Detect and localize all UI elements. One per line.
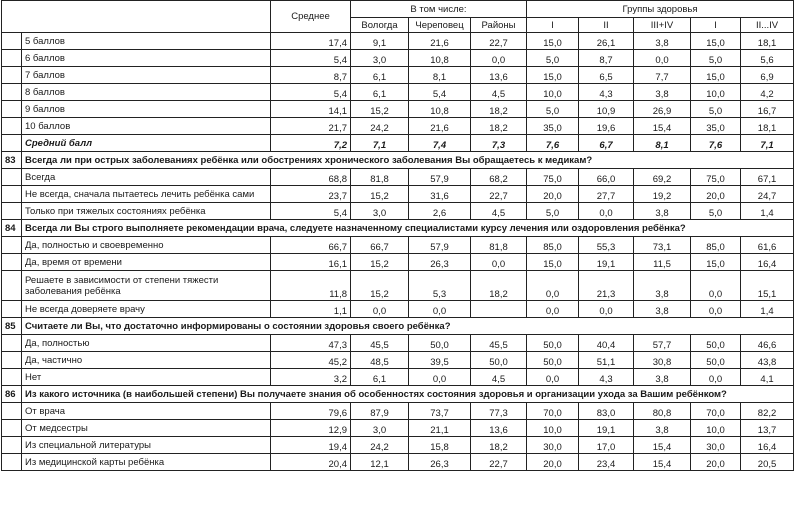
value-cell: 3,8 <box>634 420 691 437</box>
value-cell: 8,7 <box>271 67 351 84</box>
question-row <box>2 386 794 403</box>
answer-label: Нет <box>22 369 271 386</box>
value-cell: 24,2 <box>351 118 409 135</box>
value-cell: 70,0 <box>691 403 741 420</box>
answer-row <box>2 420 794 437</box>
row-spacer <box>2 454 22 471</box>
row-spacer <box>2 101 22 118</box>
value-cell: 6,1 <box>351 67 409 84</box>
value-cell: 15,0 <box>527 67 579 84</box>
value-cell: 5,4 <box>271 84 351 101</box>
answer-row <box>2 101 794 118</box>
value-cell: 50,0 <box>409 335 471 352</box>
header-mean: Среднее <box>271 1 351 33</box>
answer-label: Да, время от времени <box>22 254 271 271</box>
value-cell: 7,1 <box>741 135 794 152</box>
value-cell: 5,0 <box>527 203 579 220</box>
value-cell: 30,8 <box>634 352 691 369</box>
value-cell: 18,2 <box>471 437 527 454</box>
value-cell: 23,7 <box>271 186 351 203</box>
value-cell: 26,1 <box>579 33 634 50</box>
value-cell: 5,3 <box>409 271 471 301</box>
value-cell: 81,8 <box>351 169 409 186</box>
value-cell: 21,7 <box>271 118 351 135</box>
value-cell: 5,0 <box>527 101 579 118</box>
value-cell: 15,0 <box>691 33 741 50</box>
value-cell: 15,2 <box>351 186 409 203</box>
value-cell: 13,6 <box>471 67 527 84</box>
value-cell: 73,1 <box>634 237 691 254</box>
row-spacer <box>2 335 22 352</box>
value-cell: 57,9 <box>409 237 471 254</box>
value-cell: 0,0 <box>691 271 741 301</box>
value-cell: 21,6 <box>409 33 471 50</box>
answer-label: Да, полностью <box>22 335 271 352</box>
answer-row <box>2 254 794 271</box>
header-col: Вологда <box>351 18 409 33</box>
value-cell: 1,4 <box>741 301 794 318</box>
value-cell: 5,0 <box>691 101 741 118</box>
value-cell: 4,5 <box>471 203 527 220</box>
value-cell: 15,0 <box>691 67 741 84</box>
table-header <box>2 1 794 33</box>
value-cell: 4,2 <box>741 84 794 101</box>
row-spacer <box>2 271 22 301</box>
value-cell: 15,2 <box>351 101 409 118</box>
value-cell: 69,2 <box>634 169 691 186</box>
value-cell: 10,0 <box>691 420 741 437</box>
answer-row <box>2 352 794 369</box>
value-cell: 10,0 <box>691 84 741 101</box>
answer-row <box>2 118 794 135</box>
value-cell: 3,8 <box>634 84 691 101</box>
value-cell: 0,0 <box>351 301 409 318</box>
value-cell: 6,7 <box>579 135 634 152</box>
value-cell: 87,9 <box>351 403 409 420</box>
row-spacer <box>2 403 22 420</box>
question-number: 84 <box>2 220 22 237</box>
value-cell: 66,7 <box>271 237 351 254</box>
value-cell: 51,1 <box>579 352 634 369</box>
question-text: Считаете ли Вы, что достаточно информированы о состоянии здоровья своего ребёнка? <box>22 318 794 335</box>
value-cell: 11,8 <box>271 271 351 301</box>
value-cell: 18,1 <box>741 118 794 135</box>
value-cell: 50,0 <box>471 352 527 369</box>
answer-row <box>2 403 794 420</box>
question-number: 85 <box>2 318 22 335</box>
row-spacer <box>2 420 22 437</box>
value-cell: 2,6 <box>409 203 471 220</box>
value-cell: 0,0 <box>579 203 634 220</box>
value-cell: 0,0 <box>527 301 579 318</box>
value-cell: 15,2 <box>351 254 409 271</box>
value-cell: 18,2 <box>471 101 527 118</box>
value-cell: 79,6 <box>271 403 351 420</box>
answer-row <box>2 301 794 318</box>
value-cell: 47,3 <box>271 335 351 352</box>
value-cell: 16,1 <box>271 254 351 271</box>
value-cell: 26,9 <box>634 101 691 118</box>
value-cell: 45,2 <box>271 352 351 369</box>
value-cell: 19,1 <box>579 254 634 271</box>
value-cell: 22,7 <box>471 186 527 203</box>
value-cell: 27,7 <box>579 186 634 203</box>
value-cell: 21,3 <box>579 271 634 301</box>
answer-label: Из медицинской карты ребёнка <box>22 454 271 471</box>
value-cell: 1,4 <box>741 203 794 220</box>
value-cell: 35,0 <box>691 118 741 135</box>
question-text: Всегда ли при острых заболеваниях ребёнка или обострениях хронического заболевания Вы обращаетесь к медикам? <box>22 152 794 169</box>
value-cell: 7,1 <box>351 135 409 152</box>
value-cell: 21,6 <box>409 118 471 135</box>
answer-label: Не всегда доверяете врачу <box>22 301 271 318</box>
value-cell: 68,2 <box>471 169 527 186</box>
row-spacer <box>2 84 22 101</box>
value-cell: 19,6 <box>579 118 634 135</box>
value-cell: 0,0 <box>579 301 634 318</box>
value-cell: 19,4 <box>271 437 351 454</box>
row-spacer <box>2 369 22 386</box>
row-spacer <box>2 169 22 186</box>
value-cell: 10,0 <box>527 84 579 101</box>
value-cell: 13,7 <box>741 420 794 437</box>
answer-label: 9 баллов <box>22 101 271 118</box>
value-cell: 40,4 <box>579 335 634 352</box>
answer-label: Из специальной литературы <box>22 437 271 454</box>
answer-row <box>2 169 794 186</box>
value-cell: 5,0 <box>527 50 579 67</box>
value-cell: 19,1 <box>579 420 634 437</box>
value-cell: 66,7 <box>351 237 409 254</box>
row-spacer <box>2 237 22 254</box>
value-cell: 46,6 <box>741 335 794 352</box>
value-cell: 8,1 <box>409 67 471 84</box>
value-cell: 0,0 <box>527 271 579 301</box>
value-cell <box>471 301 527 318</box>
value-cell: 3,0 <box>351 50 409 67</box>
value-cell: 24,7 <box>741 186 794 203</box>
value-cell: 55,3 <box>579 237 634 254</box>
answer-label: 8 баллов <box>22 84 271 101</box>
question-text: Из какого источника (в наибольшей степени) Вы получаете знания об особенностях состояния здоровья и организации ухода за Вашим ребёнком? <box>22 386 794 403</box>
value-cell: 9,1 <box>351 33 409 50</box>
value-cell: 5,4 <box>409 84 471 101</box>
value-cell: 5,4 <box>271 50 351 67</box>
value-cell: 7,6 <box>691 135 741 152</box>
row-spacer <box>2 301 22 318</box>
value-cell: 75,0 <box>691 169 741 186</box>
value-cell: 30,0 <box>691 437 741 454</box>
value-cell: 85,0 <box>691 237 741 254</box>
value-cell: 7,4 <box>409 135 471 152</box>
value-cell: 18,2 <box>471 118 527 135</box>
value-cell: 26,3 <box>409 254 471 271</box>
value-cell: 15,4 <box>634 118 691 135</box>
value-cell: 3,0 <box>351 203 409 220</box>
header-col: Районы <box>471 18 527 33</box>
answer-label: Только при тяжелых состояниях ребёнка <box>22 203 271 220</box>
value-cell: 18,2 <box>471 271 527 301</box>
value-cell: 8,7 <box>579 50 634 67</box>
value-cell: 22,7 <box>471 454 527 471</box>
answer-label: Не всегда, сначала пытаетесь лечить ребёнка сами <box>22 186 271 203</box>
answer-row <box>2 369 794 386</box>
header-col: II <box>579 18 634 33</box>
value-cell: 5,4 <box>271 203 351 220</box>
value-cell: 11,5 <box>634 254 691 271</box>
value-cell: 3,2 <box>271 369 351 386</box>
answer-label: 6 баллов <box>22 50 271 67</box>
answer-label: Решаете в зависимости от степени тяжести заболевания ребёнка <box>22 271 271 301</box>
value-cell: 45,5 <box>471 335 527 352</box>
answer-label: Да, частично <box>22 352 271 369</box>
answer-row <box>2 454 794 471</box>
value-cell: 20,5 <box>741 454 794 471</box>
answer-label: 5 баллов <box>22 33 271 50</box>
value-cell: 5,6 <box>741 50 794 67</box>
value-cell: 22,7 <box>471 33 527 50</box>
value-cell: 18,1 <box>741 33 794 50</box>
value-cell: 81,8 <box>471 237 527 254</box>
value-cell: 17,0 <box>579 437 634 454</box>
value-cell: 6,1 <box>351 84 409 101</box>
value-cell: 50,0 <box>691 352 741 369</box>
value-cell: 14,1 <box>271 101 351 118</box>
value-cell: 67,1 <box>741 169 794 186</box>
value-cell: 70,0 <box>527 403 579 420</box>
value-cell: 43,8 <box>741 352 794 369</box>
value-cell: 57,9 <box>409 169 471 186</box>
value-cell: 20,0 <box>527 454 579 471</box>
value-cell: 3,0 <box>351 420 409 437</box>
value-cell: 15,2 <box>351 271 409 301</box>
row-spacer <box>2 50 22 67</box>
answer-row <box>2 67 794 84</box>
value-cell: 45,5 <box>351 335 409 352</box>
value-cell: 66,0 <box>579 169 634 186</box>
value-cell: 4,3 <box>579 84 634 101</box>
value-cell: 12,1 <box>351 454 409 471</box>
answer-label: От медсестры <box>22 420 271 437</box>
value-cell: 50,0 <box>527 352 579 369</box>
header-col: III+IV <box>634 18 691 33</box>
value-cell: 4,1 <box>741 369 794 386</box>
value-cell: 30,0 <box>527 437 579 454</box>
value-cell: 0,0 <box>691 369 741 386</box>
question-row <box>2 318 794 335</box>
question-row <box>2 152 794 169</box>
value-cell: 24,2 <box>351 437 409 454</box>
answer-row <box>2 271 794 301</box>
value-cell: 0,0 <box>409 301 471 318</box>
value-cell: 50,0 <box>691 335 741 352</box>
row-spacer <box>2 203 22 220</box>
answer-row <box>2 335 794 352</box>
value-cell: 83,0 <box>579 403 634 420</box>
value-cell: 15,0 <box>527 254 579 271</box>
value-cell: 20,0 <box>527 186 579 203</box>
table-body <box>2 33 794 471</box>
value-cell: 16,4 <box>741 254 794 271</box>
row-spacer <box>2 118 22 135</box>
row-spacer <box>2 352 22 369</box>
header-col: II...IV <box>741 18 794 33</box>
value-cell: 15,0 <box>527 33 579 50</box>
value-cell: 5,0 <box>691 50 741 67</box>
value-cell: 20,0 <box>691 186 741 203</box>
value-cell: 7,3 <box>471 135 527 152</box>
answer-row <box>2 50 794 67</box>
value-cell: 3,8 <box>634 271 691 301</box>
value-cell: 3,8 <box>634 301 691 318</box>
value-cell: 0,0 <box>471 254 527 271</box>
value-cell: 6,5 <box>579 67 634 84</box>
value-cell: 5,0 <box>691 203 741 220</box>
average-row <box>2 135 794 152</box>
answer-label: Всегда <box>22 169 271 186</box>
answer-row <box>2 84 794 101</box>
value-cell: 23,4 <box>579 454 634 471</box>
value-cell: 15,0 <box>691 254 741 271</box>
value-cell: 7,7 <box>634 67 691 84</box>
value-cell: 61,6 <box>741 237 794 254</box>
value-cell: 39,5 <box>409 352 471 369</box>
value-cell: 16,7 <box>741 101 794 118</box>
value-cell: 73,7 <box>409 403 471 420</box>
value-cell: 12,9 <box>271 420 351 437</box>
value-cell: 31,6 <box>409 186 471 203</box>
value-cell: 4,3 <box>579 369 634 386</box>
value-cell: 0,0 <box>634 50 691 67</box>
value-cell: 20,4 <box>271 454 351 471</box>
value-cell: 82,2 <box>741 403 794 420</box>
value-cell: 10,9 <box>579 101 634 118</box>
value-cell: 26,3 <box>409 454 471 471</box>
value-cell: 19,2 <box>634 186 691 203</box>
value-cell: 10,8 <box>409 50 471 67</box>
row-spacer <box>2 33 22 50</box>
answer-row <box>2 186 794 203</box>
value-cell: 10,0 <box>527 420 579 437</box>
question-text: Всегда ли Вы строго выполняете рекомендации врача, следуете назначенному специалистами курсу лечения или оздоровления ребёнка? <box>22 220 794 237</box>
value-cell: 20,0 <box>691 454 741 471</box>
value-cell: 17,4 <box>271 33 351 50</box>
answer-label: 7 баллов <box>22 67 271 84</box>
value-cell: 6,9 <box>741 67 794 84</box>
value-cell: 21,1 <box>409 420 471 437</box>
value-cell: 48,5 <box>351 352 409 369</box>
value-cell: 3,8 <box>634 33 691 50</box>
value-cell: 15,8 <box>409 437 471 454</box>
value-cell: 85,0 <box>527 237 579 254</box>
value-cell: 3,8 <box>634 369 691 386</box>
value-cell: 6,1 <box>351 369 409 386</box>
answer-label: Да, полностью и своевременно <box>22 237 271 254</box>
header-col: I <box>691 18 741 33</box>
value-cell: 4,5 <box>471 84 527 101</box>
value-cell: 75,0 <box>527 169 579 186</box>
value-cell: 0,0 <box>471 50 527 67</box>
header-health-groups: Группы здоровья <box>527 1 794 18</box>
header-blank <box>2 1 271 33</box>
answer-label: Средний балл <box>22 135 271 152</box>
value-cell: 0,0 <box>409 369 471 386</box>
answer-row <box>2 437 794 454</box>
question-number: 83 <box>2 152 22 169</box>
value-cell: 50,0 <box>527 335 579 352</box>
value-cell: 57,7 <box>634 335 691 352</box>
value-cell: 13,6 <box>471 420 527 437</box>
value-cell: 8,1 <box>634 135 691 152</box>
value-cell: 35,0 <box>527 118 579 135</box>
question-row <box>2 220 794 237</box>
header-col: Череповец <box>409 18 471 33</box>
row-spacer <box>2 254 22 271</box>
survey-table <box>1 0 794 471</box>
value-cell: 7,6 <box>527 135 579 152</box>
row-spacer <box>2 135 22 152</box>
value-cell: 80,8 <box>634 403 691 420</box>
header-col: I <box>527 18 579 33</box>
value-cell: 15,4 <box>634 437 691 454</box>
value-cell: 1,1 <box>271 301 351 318</box>
value-cell: 7,2 <box>271 135 351 152</box>
row-spacer <box>2 437 22 454</box>
value-cell: 77,3 <box>471 403 527 420</box>
answer-row <box>2 237 794 254</box>
answer-label: 10 баллов <box>22 118 271 135</box>
answer-row <box>2 203 794 220</box>
value-cell: 10,8 <box>409 101 471 118</box>
value-cell: 0,0 <box>691 301 741 318</box>
value-cell: 15,4 <box>634 454 691 471</box>
answer-label: От врача <box>22 403 271 420</box>
value-cell: 68,8 <box>271 169 351 186</box>
value-cell: 16,4 <box>741 437 794 454</box>
value-cell: 4,5 <box>471 369 527 386</box>
value-cell: 0,0 <box>527 369 579 386</box>
row-spacer <box>2 67 22 84</box>
question-number: 86 <box>2 386 22 403</box>
answer-row <box>2 33 794 50</box>
value-cell: 15,1 <box>741 271 794 301</box>
row-spacer <box>2 186 22 203</box>
header-including: В том числе: <box>351 1 527 18</box>
value-cell: 3,8 <box>634 203 691 220</box>
